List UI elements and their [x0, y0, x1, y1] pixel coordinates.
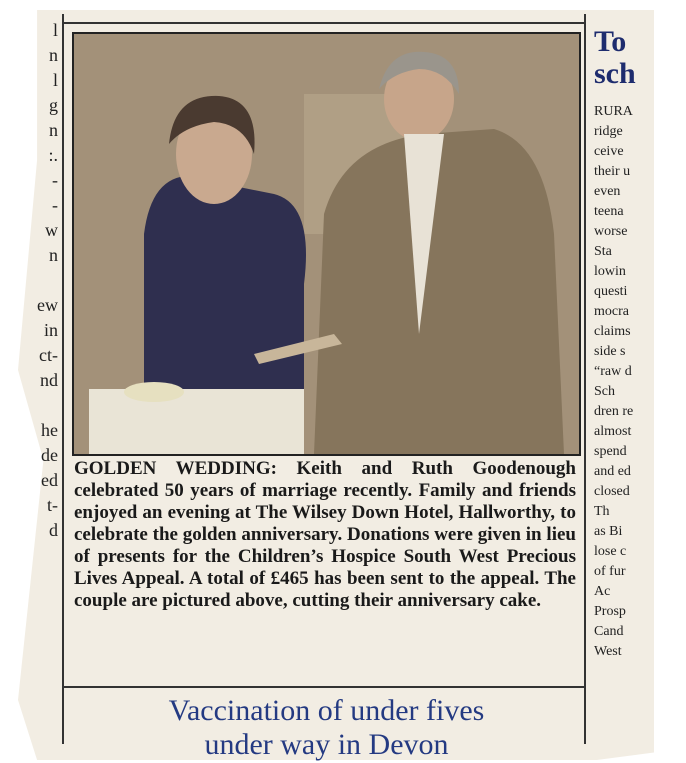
bottom-headline-line-1: Vaccination of under fives: [168, 694, 485, 727]
caption-text: Keith and Ruth Goodenough celebrated 50 years of marriage recently. Family and friends enjoyed an evening at The Wilsey Down Hotel, Hallworthy, to celebrate the golden anniversary. Donations were given in lieu of presents for the Children’s Hospice South West Precious Lives Appeal. A total of £465 has been sent to the appeal. The couple are pictured above, cutting their anniversary cake.: [74, 458, 576, 611]
top-rule: [62, 22, 586, 24]
right-body-line: lose c: [594, 544, 627, 559]
right-body-line: even: [594, 184, 621, 199]
right-body-line: teena: [594, 204, 624, 219]
right-body-line: of fur: [594, 564, 626, 579]
right-body-line: Ac: [594, 584, 611, 599]
right-body-line: questi: [594, 284, 628, 299]
right-body-line: spend: [594, 444, 627, 459]
right-body-line: lowin: [594, 264, 626, 279]
left-column-fragment: n: [49, 45, 58, 65]
right-body-line: closed: [594, 484, 630, 499]
right-body-line: RURA: [594, 104, 633, 119]
right-body-line: Sta: [594, 244, 612, 259]
left-column-fragment: in: [43, 320, 58, 340]
left-column-fragment: -: [52, 195, 58, 215]
left-column-fragments: [22, 18, 58, 558]
left-column-fragment: g: [49, 95, 58, 115]
left-column-fragment: [22, 393, 58, 418]
right-headline-line-1: To: [594, 25, 627, 58]
caption-bottom-rule: [62, 686, 586, 688]
right-body-line: almost: [594, 424, 632, 439]
right-body-line: West: [594, 644, 622, 659]
right-body-line: their u: [594, 164, 631, 179]
right-body-line: claims: [594, 324, 631, 339]
left-column-fragment: nd: [40, 370, 58, 390]
bottom-headline: [74, 694, 579, 762]
right-body-line: “raw d: [594, 364, 632, 379]
right-headline: [594, 26, 652, 90]
left-column-fragment: d: [49, 520, 58, 540]
left-column-fragment: de: [41, 445, 58, 465]
left-column-fragment: he: [41, 420, 58, 440]
left-column-fragment: ed: [41, 470, 58, 490]
bottom-headline-line-2: under way in Devon: [204, 728, 449, 761]
right-body-line: ceive: [594, 144, 624, 159]
column-rule-right: [584, 14, 586, 744]
right-column-article: [594, 22, 652, 752]
column-rule-left: [62, 14, 64, 744]
left-column-fragment: l: [52, 20, 58, 40]
left-column-fragment: l: [52, 70, 58, 90]
right-headline-line-2: sch: [594, 57, 636, 90]
right-body-line: ridge: [594, 124, 623, 139]
right-body-line: Th: [594, 504, 610, 519]
left-column-fragment: ct-: [39, 345, 58, 365]
right-body-line: worse: [594, 224, 628, 239]
right-body-line: side s: [594, 344, 626, 359]
right-body-line: as Bi: [594, 524, 623, 539]
right-body-line: Sch: [594, 384, 615, 399]
left-column-fragment: -: [52, 170, 58, 190]
right-body-line: and ed: [594, 464, 631, 479]
right-body-line: mocra: [594, 304, 629, 319]
left-column-fragment: t-: [47, 495, 58, 515]
left-column-fragment: ew: [37, 295, 58, 315]
left-column-fragment: n: [49, 120, 58, 140]
left-column-fragment: [22, 268, 58, 293]
photo-caption: [74, 458, 576, 612]
caption-lead: GOLDEN WEDDING:: [74, 458, 277, 479]
couple-cutting-cake-photo: [72, 32, 581, 456]
left-column-fragment: :.: [48, 145, 58, 165]
left-column-fragment: w: [45, 220, 58, 240]
right-body-line: Prosp: [594, 604, 626, 619]
right-body-text: [594, 102, 652, 662]
right-body-line: dren re: [594, 404, 634, 419]
left-column-fragment: n: [49, 245, 58, 265]
right-body-line: Cand: [594, 624, 624, 639]
